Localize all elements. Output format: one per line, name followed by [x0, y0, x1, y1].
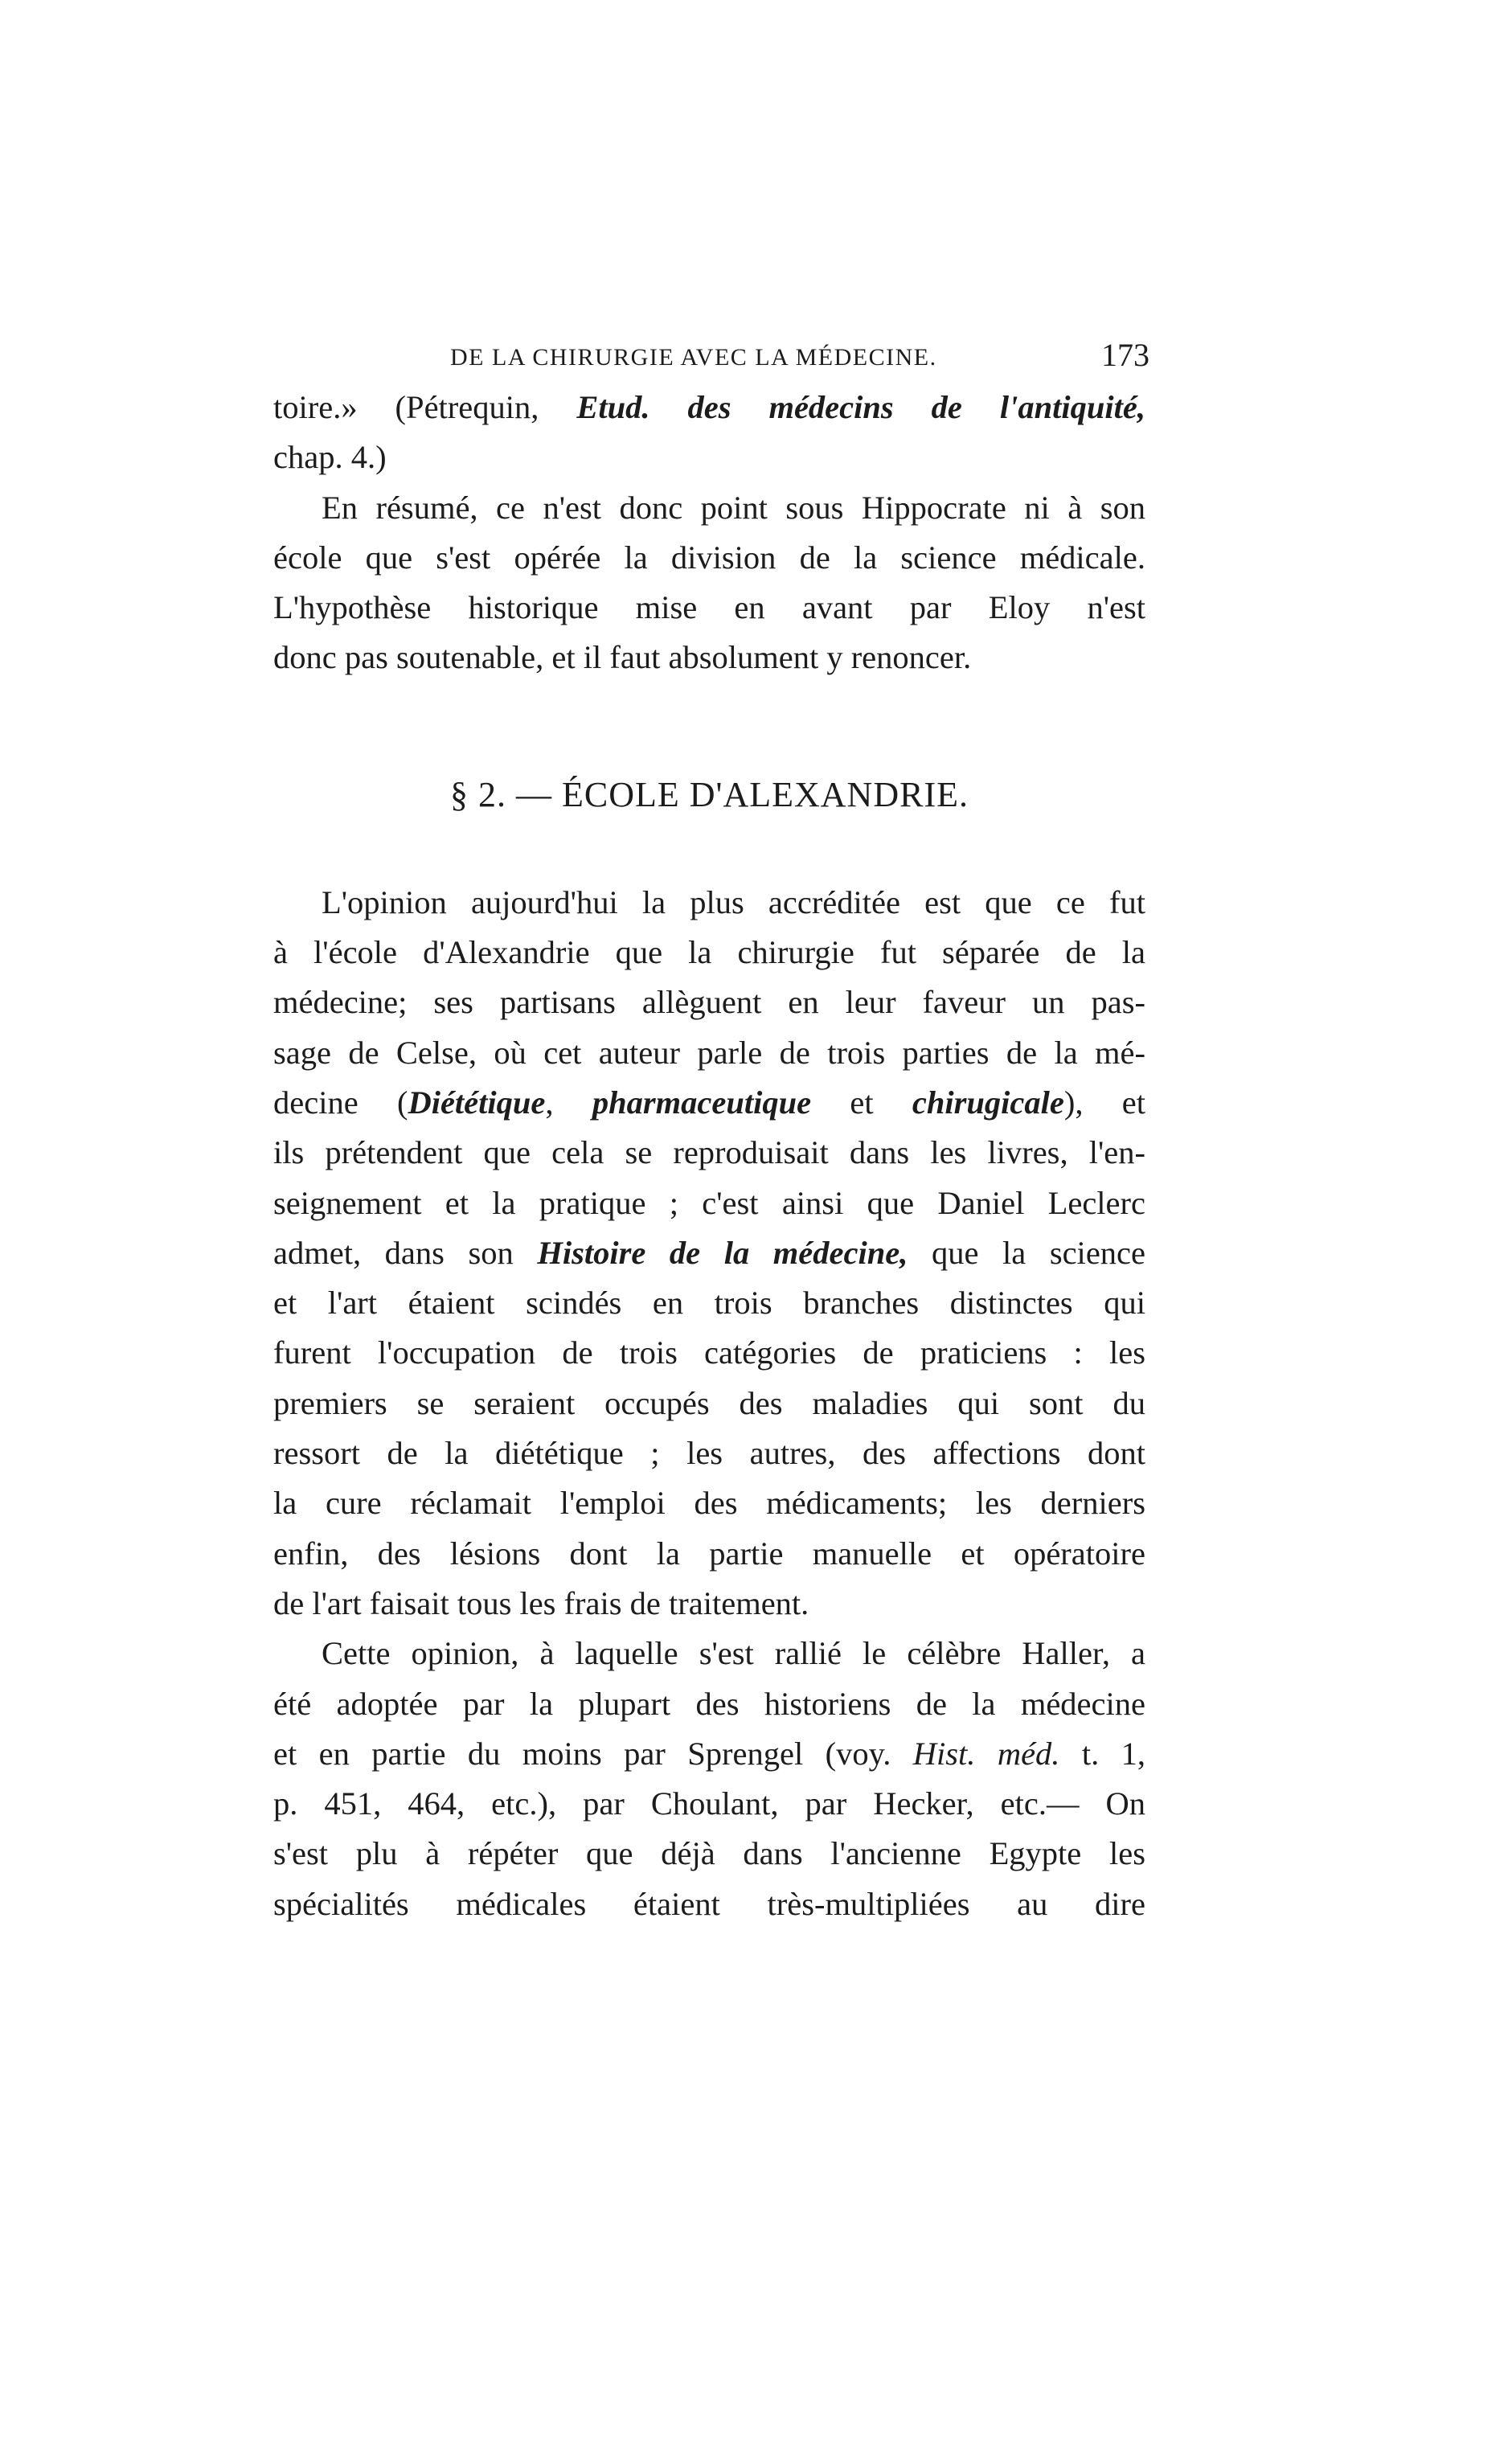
paragraph-line: ressort de la diététique ; les autres, des affections dont	[273, 1435, 1145, 1472]
paragraph-line: chap. 4.)	[273, 439, 387, 476]
paragraph-line: L'opinion aujourd'hui la plus accréditée est que ce fut	[322, 883, 1145, 920]
paragraph-line: L'hypothèse historique mise en avant par Eloy n'est	[273, 589, 1145, 626]
text-run: et en partie du moins par Sprengel (voy.	[273, 1735, 913, 1772]
page-number: 173	[1101, 337, 1149, 373]
paragraph-line: ils prétendent que cela se reproduisait dans les livres, l'en-	[273, 1134, 1145, 1171]
paragraph-line: Cette opinion, à laquelle s'est rallié le célèbre Haller, a	[322, 1635, 1145, 1672]
running-title: DE LA CHIRURGIE AVEC LA MÉDECINE.	[450, 344, 937, 371]
citation-title: Hist. méd.	[912, 1735, 1060, 1772]
text-run: decine (	[273, 1084, 408, 1121]
paragraph-line: premiers se seraient occupés des maladies qui sont du	[273, 1384, 1145, 1421]
citation-title: Etud. des médecins de l'antiquité,	[576, 389, 1145, 425]
text-run: t. 1,	[1059, 1735, 1145, 1772]
paragraph-line: médecine; ses partisans allèguent en leur faveur un pas-	[273, 984, 1145, 1021]
paragraph-line: et l'art étaient scindés en trois branches distinctes qui	[273, 1285, 1145, 1322]
paragraph-line	[273, 1228, 1145, 1278]
paragraph-line: de l'art faisait tous les frais de traitement.	[273, 1584, 809, 1621]
text-run: que la science	[908, 1234, 1145, 1271]
text-run: et	[811, 1084, 912, 1121]
italic-term: chirugicale	[912, 1084, 1064, 1121]
italic-term: Diététique	[408, 1084, 546, 1121]
paragraph-line: à l'école d'Alexandrie que la chirurgie fut séparée de la	[273, 934, 1145, 971]
paragraph-line: seignement et la pratique ; c'est ainsi que Daniel Leclerc	[273, 1184, 1145, 1221]
paragraph-line: spécialités médicales étaient très-multipliées au dire	[273, 1885, 1145, 1922]
body-text	[273, 383, 1145, 1929]
paragraph-line	[273, 1078, 1145, 1128]
text-run: ), et	[1063, 1084, 1146, 1121]
italic-term: pharmaceutique	[592, 1084, 812, 1121]
paragraph-line: p. 451, 464, etc.), par Choulant, par Hecker, etc.— On	[273, 1785, 1145, 1822]
paragraph-line: école que s'est opérée la division de la science médicale.	[273, 539, 1145, 576]
paragraph-line: enfin, des lésions dont la partie manuelle et opératoire	[273, 1535, 1145, 1572]
paragraph-line: la cure réclamait l'emploi des médicaments; les derniers	[273, 1485, 1145, 1522]
paragraph-line: donc pas soutenable, et il faut absolument y renoncer.	[273, 639, 972, 676]
paragraph-line	[273, 383, 1145, 432]
text-run: admet, dans son	[273, 1234, 538, 1271]
paragraph-line: été adoptée par la plupart des historiens de la médecine	[273, 1685, 1145, 1722]
paragraph-line: En résumé, ce n'est donc point sous Hippocrate ni à son	[322, 489, 1145, 526]
paragraph-line: sage de Celse, où cet auteur parle de trois parties de la mé-	[273, 1034, 1145, 1071]
running-head	[273, 336, 1158, 384]
text-run: ,	[545, 1084, 592, 1121]
paragraph-line: s'est plu à répéter que déjà dans l'ancienne Egypte les	[273, 1835, 1145, 1872]
paragraph-line: furent l'occupation de trois catégories de praticiens : les	[273, 1334, 1145, 1371]
citation-title: Histoire de la médecine,	[537, 1234, 908, 1271]
section-heading: § 2. — ÉCOLE D'ALEXANDRIE.	[450, 774, 969, 814]
text-run: toire.» (Pétrequin,	[273, 389, 577, 425]
paragraph-line	[273, 1729, 1145, 1779]
